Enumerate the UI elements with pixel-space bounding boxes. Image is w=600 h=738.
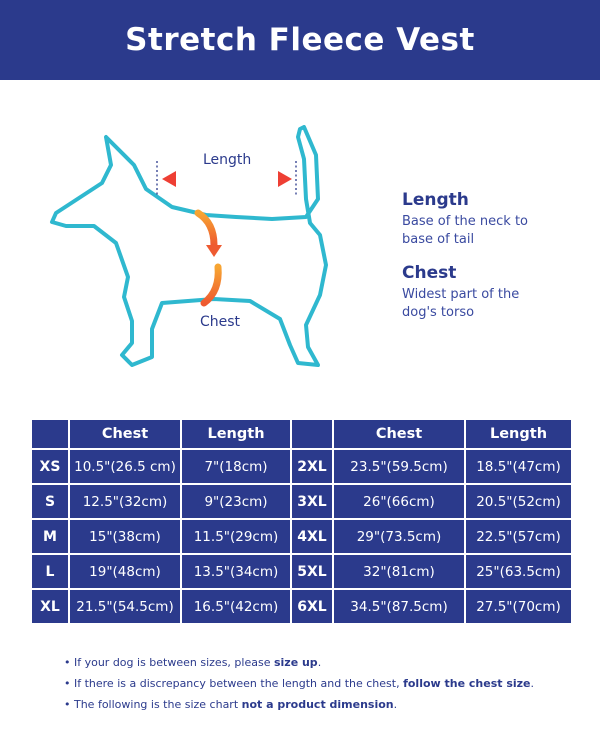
chest-value: 26"(66cm) bbox=[333, 484, 465, 519]
note-item bbox=[64, 694, 534, 715]
table-row bbox=[31, 449, 572, 484]
chest-value: 19"(48cm) bbox=[69, 554, 181, 589]
length-arrowhead-right bbox=[278, 171, 292, 187]
table-row bbox=[31, 589, 572, 624]
legend-length bbox=[402, 190, 592, 249]
length-value: 25"(63.5cm) bbox=[465, 554, 572, 589]
length-value: 7"(18cm) bbox=[181, 449, 291, 484]
size-label: S bbox=[31, 484, 69, 519]
length-arrowhead-left bbox=[162, 171, 176, 187]
note-text: • If your dog is between sizes, please bbox=[64, 656, 274, 669]
chest-value: 23.5"(59.5cm) bbox=[333, 449, 465, 484]
size-label: M bbox=[31, 519, 69, 554]
size-label: 3XL bbox=[291, 484, 333, 519]
header-length-right: Length bbox=[465, 419, 572, 449]
note-emphasis: size up bbox=[273, 656, 318, 669]
table-row bbox=[31, 554, 572, 589]
table-row bbox=[31, 484, 572, 519]
title-banner bbox=[0, 0, 600, 80]
length-value: 16.5"(42cm) bbox=[181, 589, 291, 624]
legend-length-title: Length bbox=[402, 190, 469, 210]
chest-value: 34.5"(87.5cm) bbox=[333, 589, 465, 624]
note-item bbox=[64, 673, 534, 694]
note-end: . bbox=[317, 656, 322, 669]
legend-length-desc-1: Base of the neck to bbox=[402, 214, 529, 229]
legend-chest-desc-1: Widest part of the bbox=[402, 287, 520, 302]
header-size-right bbox=[291, 419, 333, 449]
chest-value: 29"(73.5cm) bbox=[333, 519, 465, 554]
size-label: L bbox=[31, 554, 69, 589]
note-emphasis: not a product dimension bbox=[241, 698, 394, 711]
legend-chest-desc-2: dog's torso bbox=[402, 305, 475, 320]
size-table bbox=[30, 418, 573, 625]
chest-value: 32"(81cm) bbox=[333, 554, 465, 589]
size-label: XS bbox=[31, 449, 69, 484]
chest-arrowhead bbox=[206, 245, 222, 257]
size-label: 2XL bbox=[291, 449, 333, 484]
chest-band-top bbox=[198, 213, 214, 245]
size-chart bbox=[30, 418, 571, 625]
size-notes bbox=[64, 652, 534, 715]
length-value: 18.5"(47cm) bbox=[465, 449, 572, 484]
length-value: 20.5"(52cm) bbox=[465, 484, 572, 519]
size-label: 6XL bbox=[291, 589, 333, 624]
length-value: 22.5"(57cm) bbox=[465, 519, 572, 554]
chest-value: 15"(38cm) bbox=[69, 519, 181, 554]
legend-length-desc-2: base of tail bbox=[402, 232, 475, 247]
table-row bbox=[31, 519, 572, 554]
note-text: • The following is the size chart bbox=[64, 698, 242, 711]
note-item bbox=[64, 652, 534, 673]
chest-value: 21.5"(54.5cm) bbox=[69, 589, 181, 624]
header-chest-left: Chest bbox=[69, 419, 181, 449]
note-end: . bbox=[530, 677, 535, 690]
dog-measurement-diagram bbox=[36, 125, 356, 380]
page-title: Stretch Fleece Vest bbox=[125, 22, 475, 58]
note-emphasis: follow the chest size bbox=[403, 677, 531, 690]
size-label: 4XL bbox=[291, 519, 333, 554]
chest-value: 12.5"(32cm) bbox=[69, 484, 181, 519]
size-label: XL bbox=[31, 589, 69, 624]
length-value: 27.5"(70cm) bbox=[465, 589, 572, 624]
dog-outline bbox=[52, 127, 326, 365]
size-label: 5XL bbox=[291, 554, 333, 589]
length-value: 13.5"(34cm) bbox=[181, 554, 291, 589]
table-header-row bbox=[31, 419, 572, 449]
legend-chest bbox=[402, 263, 592, 322]
length-value: 9"(23cm) bbox=[181, 484, 291, 519]
legend-chest-title: Chest bbox=[402, 263, 457, 283]
note-end: . bbox=[393, 698, 398, 711]
length-diagram-label: Length bbox=[203, 152, 252, 168]
header-size-left bbox=[31, 419, 69, 449]
note-text: • If there is a discrepancy between the length and the chest, bbox=[64, 677, 404, 690]
length-value: 11.5"(29cm) bbox=[181, 519, 291, 554]
header-chest-right: Chest bbox=[333, 419, 465, 449]
chest-diagram-label: Chest bbox=[200, 314, 241, 330]
chest-value: 10.5"(26.5 cm) bbox=[69, 449, 181, 484]
header-length-left: Length bbox=[181, 419, 291, 449]
